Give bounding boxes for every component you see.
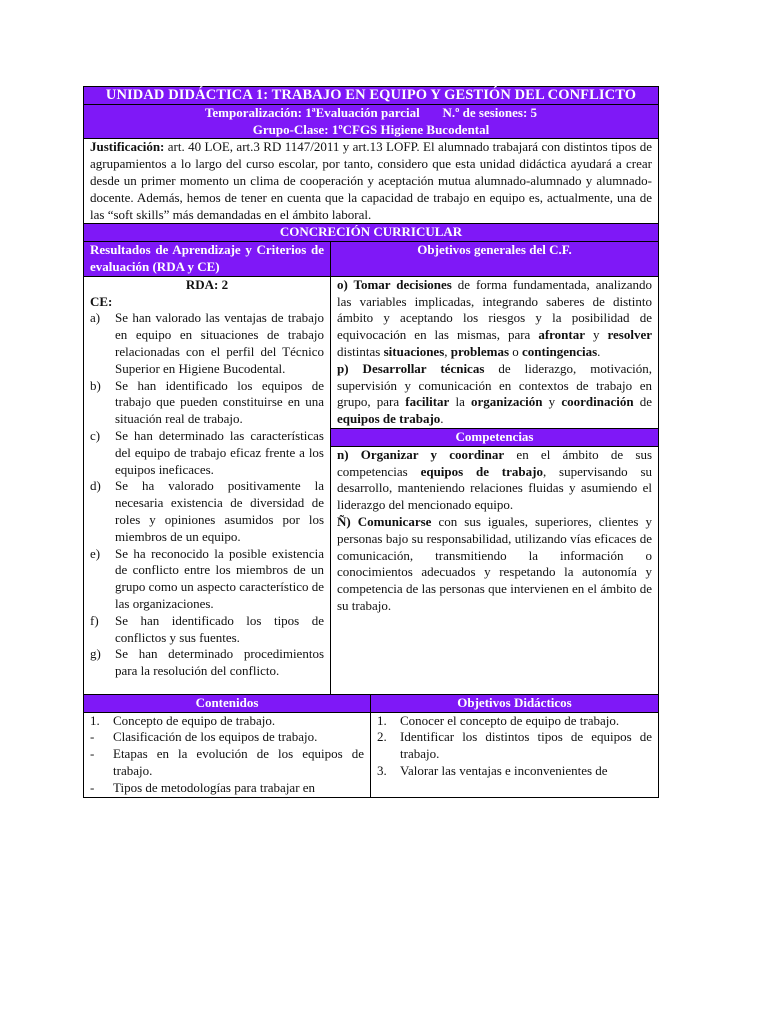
objectives-cell <box>331 276 659 694</box>
schedule-cell <box>84 104 659 139</box>
contenido-item <box>84 729 364 746</box>
criterio-item-marker: c) <box>90 427 101 443</box>
criterio-item-marker: a) <box>90 310 101 326</box>
competencia-nn: Ñ) Comunicarse con sus iguales, superiores, clientes y personas bajo su responsabilidad, utilizando vías eficaces de comunicación, transmitiendo la información o conocimientos adecuados y respetando la autonomía y competencia de las personas que intervienen en el ámbito de su trabajo. <box>337 513 653 613</box>
class-group: Grupo-Clase: 1ºCFGS Higiene Bucodental <box>252 121 490 137</box>
objetivo-didactico-item-text: Valorar las ventajas e inconvenientes de <box>400 763 608 779</box>
unit-table <box>83 86 659 695</box>
criterio-item <box>90 428 324 478</box>
competencias-header: Competencias <box>331 428 658 447</box>
unit-title: UNIDAD DIDÁCTICA 1: TRABAJO EN EQUIPO Y GESTIÓN DEL CONFLICTO <box>84 87 659 105</box>
criterio-item-marker: g) <box>90 646 101 662</box>
objetivo-didactico-item-text: Conocer el concepto de equipo de trabajo. <box>400 712 620 728</box>
criterio-item <box>90 646 324 680</box>
temporalizacion: Temporalización: 1ªEvaluación parcial <box>204 104 420 120</box>
criterio-item-marker: e) <box>90 545 101 561</box>
objective-o: o) Tomar decisiones de forma fundamentada, analizando las variables implicadas, integrando saberes de distinto ámbito y aceptando los riesgos y la posibilidad de equivocación en las mismas, para afrontar y resolver distintas situaciones, problemas o contingencias. <box>337 276 653 359</box>
objetivo-didactico-item-marker: 2. <box>377 729 387 745</box>
curricular-title: CONCRECIÓN CURRICULAR <box>84 224 659 242</box>
criterio-item-text: Se han determinado procedimientos para la resolución del conflicto. <box>115 646 324 679</box>
ce-label: CE: <box>90 293 113 309</box>
criterio-item-text: Se han determinado las características del equipo de trabajo eficaz frente a los equipos ineficaces. <box>115 427 324 477</box>
contenido-item-text: Tipos de metodologías para trabajar en <box>113 779 316 795</box>
contenido-item-marker: - <box>90 779 95 795</box>
justification-text: art. 40 LOE, art.3 RD 1147/2011 y art.13 LOFP. El alumnado trabajará con distintos tipos de agrupamientos a lo largo del curso escolar, por tanto, considero que esta unidad didáctica ayudará a crear desde un primer momento un clima de cooperación y aceptación mutua alumnado-alumnado y alumnado-docente. Además, hemos de tener en cuenta que la capacidad de trabajo en equipo es, actualmente, una de las “soft skills” más demandadas en el ámbito laboral. <box>90 139 653 222</box>
contenido-item-marker: - <box>90 746 95 762</box>
criterio-item-text: Se han identificado los tipos de conflictos y sus fuentes. <box>115 612 324 645</box>
criterio-item-text: Se ha reconocido la posible existencia de conflicto entre los miembros de un grupo como un aspecto característico de las organizaciones. <box>115 545 324 611</box>
criterio-item <box>90 310 324 377</box>
contenido-item <box>84 780 364 797</box>
objectives-header: Objetivos generales del C.F. <box>331 242 659 277</box>
contenidos-list <box>84 713 364 797</box>
contenidos-cell <box>84 712 371 797</box>
criterio-item-marker: d) <box>90 478 101 494</box>
contenido-item-text: Concepto de equipo de trabajo. <box>113 712 276 728</box>
objetivo-didactico-item <box>371 763 652 780</box>
objetivo-didactico-item-marker: 3. <box>377 763 387 779</box>
document-page <box>83 86 658 798</box>
contents-table <box>83 695 659 798</box>
criterio-item-marker: b) <box>90 377 101 393</box>
objetivo-didactico-item <box>371 713 652 730</box>
objetivos-didacticos-list <box>371 713 652 780</box>
objetivo-didactico-item-marker: 1. <box>377 712 387 728</box>
contenido-item-marker: - <box>90 729 95 745</box>
objetivos-didacticos-header: Objetivos Didácticos <box>371 695 659 712</box>
justification-label: Justificación: <box>90 139 165 155</box>
objective-p: p) Desarrollar técnicas de liderazgo, motivación, supervisión y comunicación en contextos de trabajo en grupo, para facilitar la organización y coordinación de equipos de trabajo. <box>337 360 653 427</box>
rda-header: Resultados de Aprendizaje y Criterios de evaluación (RDA y CE) <box>84 242 331 277</box>
contenido-item-text: Clasificación de los equipos de trabajo. <box>113 729 318 745</box>
rda-title: RDA: 2 <box>185 276 229 292</box>
competencia-n: n) Organizar y coordinar en el ámbito de sus competencias equipos de trabajo, supervisando su desarrollo, manteniendo relaciones fluidas y asumiendo el liderazgo del mencionado equipo. <box>337 446 653 513</box>
criterio-item-marker: f) <box>90 612 99 628</box>
criterio-item-text: Se han identificado los equipos de trabajo que pueden constituirse en una situación real de trabajo. <box>115 377 324 427</box>
contenido-item-marker: 1. <box>90 712 100 728</box>
contenido-item-text: Etapas en la evolución de los equipos de trabajo. <box>113 746 364 779</box>
criterio-item <box>90 478 324 545</box>
objetivo-didactico-item <box>371 729 652 763</box>
criterio-item-text: Se han valorado las ventajas de trabajo en equipo en situaciones de trabajo relacionadas con el perfil del Técnico Superior en Higiene Bucodental. <box>115 310 324 376</box>
contenidos-header: Contenidos <box>84 695 371 712</box>
criterio-item <box>90 378 324 428</box>
sessions-count: N.º de sesiones: 5 <box>442 104 538 120</box>
contenido-item <box>84 713 364 730</box>
criterio-item-text: Se ha valorado positivamente la necesaria existencia de diversidad de roles y opiniones asumidos por los miembros de un equipo. <box>115 478 324 544</box>
criterio-item <box>90 613 324 647</box>
objetivos-didacticos-cell <box>371 712 659 797</box>
contenido-item <box>84 746 364 780</box>
criterio-item <box>90 546 324 613</box>
justification-cell <box>84 139 659 224</box>
criteria-list <box>90 310 324 680</box>
rda-cell <box>84 276 331 694</box>
objetivo-didactico-item-text: Identificar los distintos tipos de equipos de trabajo. <box>400 729 652 762</box>
